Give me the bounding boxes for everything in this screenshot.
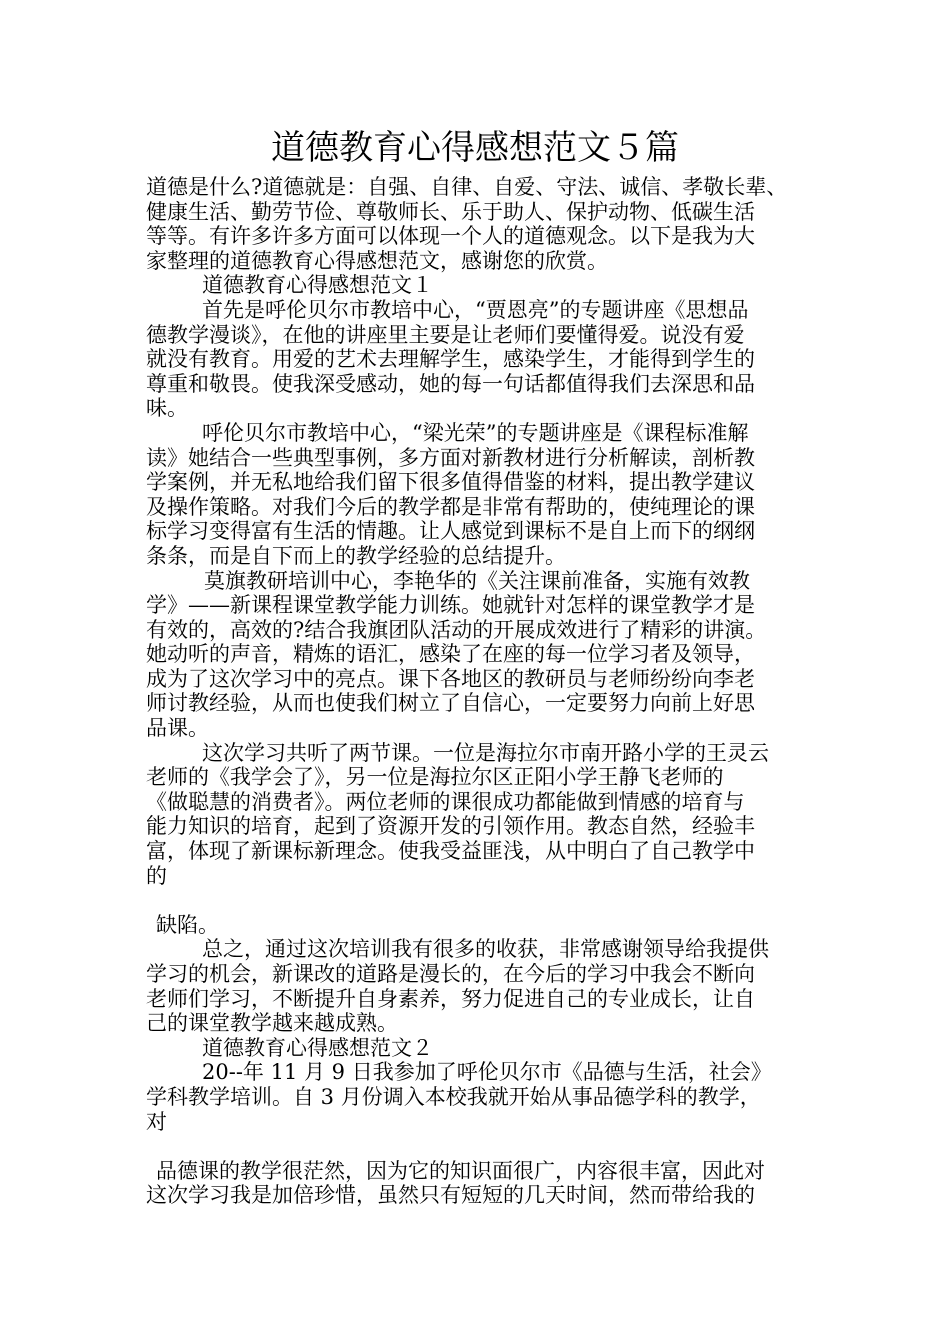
text-line: 尊重和敬畏。使我深受感动，她的每一句话都值得我们去深思和品 [146,371,755,396]
text-line: 条条，而是自下而上的教学经验的总结提升。 [146,543,566,568]
text-line: 20--年 11 月 9 日我参加了呼伦贝尔市《品德与生活，社会》 [202,1060,772,1085]
text-line: 学习的机会，新课改的道路是漫长的，在今后的学习中我会不断向 [146,962,755,986]
text-line: 《做聪慧的消费者》。两位老师的课很成功都能做到情感的培育与 [146,789,745,814]
text-line: 呼伦贝尔市教培中心，“梁光荣”的专题讲座是《课程标准解 [202,420,749,445]
page-gap [146,1134,816,1159]
text-line: 老师的《我学会了》，另一位是海拉尔区正阳小学王静飞老师的 [146,765,724,790]
text-line: 健康生活、勤劳节俭、尊敬师长、乐于助人、保护动物、低碳生活 [146,199,755,224]
text-line: 缺陷。 [156,912,219,937]
text-line: 读》她结合一些典型事例，多方面对新教材进行分析解读，剖析教 [146,445,755,470]
text-line: 富，体现了新课标新理念。使我受益匪浅，从中明白了自己教学中 [146,839,755,864]
text-line: 及操作策略。对我们今后的教学都是非常有帮助的，使纯理论的课 [146,494,755,519]
text-line: 学科教学培训。自 3 月份调入本校我就开始从事品德学科的教学， [146,1084,761,1109]
text-line: 老师们学习，不断提升自身素养，努力促进自己的专业成长，让自 [146,986,755,1011]
text-line: 味。 [146,396,188,421]
page-gap [146,888,816,913]
text-line: 对 [146,1109,167,1134]
document-body [146,175,816,1208]
text-line: 这次学习我是加倍珍惜，虽然只有短短的几天时间，然而带给我的 [146,1183,755,1208]
document-title: 道德教育心得感想范文５篇 [271,128,679,168]
text-line: 有效的，高效的?结合我旗团队活动的开展成效进行了精彩的讲演。 [146,617,767,642]
text-line: 等等。有许多许多方面可以体现一个人的道德观念。以下是我为大 [146,224,755,249]
text-line: 她动听的声音，精炼的语汇，感染了在座的每一位学习者及领导， [146,642,755,667]
section-heading: 道德教育心得感想范文２ [202,1035,433,1060]
text-line: 这次学习共听了两节课。一位是海拉尔市南开路小学的王灵云 [202,740,769,765]
text-line: 己的课堂教学越来越成熟。 [146,1011,398,1036]
text-line: 师讨教经验，从而也使我们树立了自信心，一定要努力向前上好思 [146,691,755,716]
text-line: 学案例，并无私地给我们留下很多值得借鉴的材料，提出教学建议 [146,470,755,495]
text-line: 就没有教育。用爱的艺术去理解学生，感染学生，才能得到学生的 [146,347,755,372]
text-line: 成为了这次学习中的亮点。课下各地区的教研员与老师纷纷向李老 [146,666,755,691]
text-line: 德教学漫谈》，在他的讲座里主要是让老师们要懂得爱。说没有爱 [146,322,745,347]
text-line: 学》——新课程课堂教学能力训练。她就针对怎样的课堂教学才是 [146,593,755,618]
text-line: 品德课的教学很茫然，因为它的知识面很广，内容很丰富，因此对 [156,1158,765,1183]
text-line: 品课。 [146,716,209,741]
text-line: 能力知识的培育，起到了资源开发的引领作用。教态自然，经验丰 [146,814,755,839]
text-line: 的 [146,863,167,888]
section-heading: 道德教育心得感想范文１ [202,273,433,298]
text-line: 总之，通过这次培训我有很多的收获，非常感谢领导给我提供 [202,937,769,962]
text-line: 首先是呼伦贝尔市教培中心，“贾恩亮”的专题讲座《思想品 [202,297,749,322]
text-line: 道德是什么?道德就是：自强、自律、自爱、守法、诚信、孝敬长辈、 [146,175,788,199]
text-line: 莫旗教研培训中心，李艳华的《关注课前准备，实施有效教 [204,568,750,593]
text-line: 标学习变得富有生活的情趣。让人感觉到课标不是自上而下的纲纲 [146,519,755,544]
text-line: 家整理的道德教育心得感想范文，感谢您的欣赏。 [146,248,608,273]
